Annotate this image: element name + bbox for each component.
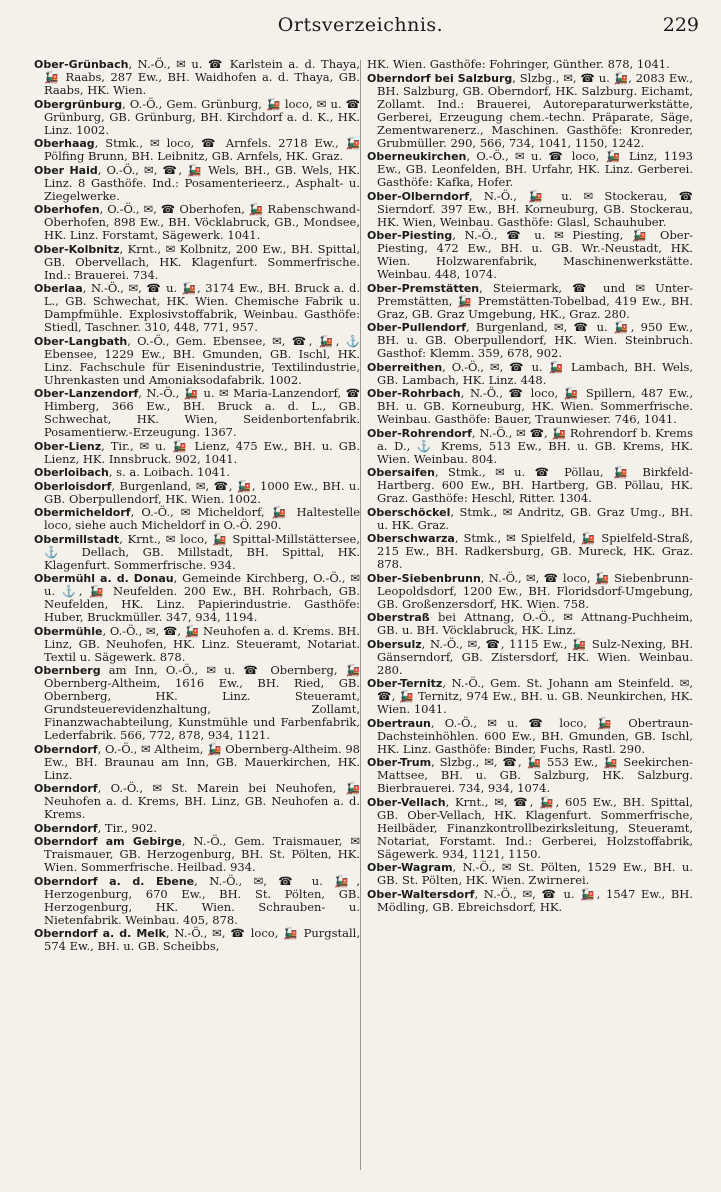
place-name: Oberhaag bbox=[34, 137, 95, 150]
place-entry bbox=[34, 98, 360, 137]
place-entry bbox=[34, 466, 360, 479]
place-details: , O.-Ö., ✉ St. Marein bei Neuhofen, 🚂 Neuhofen a. d. Krems, BH. Linz, GB. Neuhofen a. d. Krems. bbox=[44, 781, 360, 821]
place-name: Oberhofen bbox=[34, 203, 100, 216]
place-details: , s. a. Loibach. 1041. bbox=[108, 465, 231, 479]
place-entry bbox=[367, 717, 693, 756]
place-entry bbox=[367, 190, 693, 229]
place-entry bbox=[367, 638, 693, 677]
place-name: Ober Haid bbox=[34, 163, 98, 177]
place-details: , Burgenland, ✉, ☎ u. 🚂, 950 Ew., BH. u. GB. Oberpullendorf, HK. Wien. Steinbruch. Gasthof: Klemm. 359, 678, 902. bbox=[377, 320, 693, 360]
place-name: Oberstraß bbox=[367, 611, 430, 624]
place-name: Oberndorf bei Salzburg bbox=[367, 71, 513, 85]
place-name: Obermühle bbox=[34, 624, 103, 638]
place-details: , N.-Ö., 🚂 u. ✉ Stockerau, ☎ Sierndorf. 397 Ew., BH. Korneuburg, GB. Stockerau, HK. Wien, Weinbau. Gasthöfe: Glasl, Schauhuber. bbox=[377, 188, 693, 229]
place-name: Ober-Ternitz bbox=[367, 677, 443, 690]
place-entry bbox=[34, 387, 360, 439]
place-details: , Stmk., ✉ Spielfeld, 🚂 Spielfeld-Straß, 215 Ew., BH. Radkersburg, GB. Mureck, HK. Graz. 878. bbox=[377, 531, 693, 571]
place-entry bbox=[34, 335, 360, 387]
place-name: Obertraun bbox=[367, 716, 431, 730]
place-details: , Slzbg., ✉, ☎, 🚂 553 Ew., 🚂 Seekirchen-Mattsee, BH. u. GB. Salzburg, HK. Salzburg. Bierbrauerei. 734, 934, 1074. bbox=[377, 755, 693, 795]
place-name: Obergrünburg bbox=[34, 97, 123, 111]
place-details: , Krnt., ✉ loco, 🚂 Spittal-Millstättersee, ⚓ Dellach, GB. Millstadt, BH. Spittal, HK. Klagenfurt. Sommerfrische. 934. bbox=[44, 531, 360, 572]
place-entry bbox=[34, 625, 360, 664]
place-name: Ober-Piesting bbox=[367, 229, 453, 242]
place-details: , Krnt., ✉, ☎, 🚂, 605 Ew., BH. Spittal, GB. Ober-Vellach, HK. Klagenfurt. Sommerfrische, Heilbäder, Finanzkontrollbezirksleitung, Steueramt, Notariat, Forstamt. Ind.: Gerberei, Holzstoffabrik, Sägewerk. 934, 1121, 1150. bbox=[377, 794, 693, 861]
place-entry bbox=[367, 888, 693, 914]
place-details: , Gemeinde Kirchberg, O.-Ö., ✉ u. ⚓, 🚂 Neufelden. 200 Ew., BH. Rohrbach, GB. Neufelden, HK. Linz. Papierindustrie. Gasthöfe: Huber, Bruckmüller. 347, 934, 1194. bbox=[44, 571, 361, 624]
place-details: HK. Wien. Gasthöfe: Fohringer, Günther. 878, 1041. bbox=[367, 57, 670, 71]
place-name: Obernberg bbox=[34, 664, 101, 677]
place-details: , Burgenland, ✉, ☎, 🚂, 1000 Ew., BH. u. GB. Oberpullendorf, HK. Wien. 1002. bbox=[44, 478, 360, 506]
place-entry bbox=[367, 361, 693, 387]
place-entry bbox=[34, 875, 360, 927]
place-details: , N.-Ö., ✉, ☎, 1115 Ew., 🚂 Sulz-Nexing, BH. Gänserndorf, GB. Zistersdorf, HK. Wien. Weinbau. 280. bbox=[377, 636, 693, 677]
place-name: Ober-Waltersdorf bbox=[367, 887, 475, 901]
place-details: , O.-Ö., ✉ u. ☎ loco, 🚂 Linz, 1193 Ew., GB. Leonfelden, BH. Urfahr, HK. Linz. Gerberei. Gasthöfe: Kafka, Hofer. bbox=[377, 149, 693, 189]
place-entry bbox=[34, 440, 360, 466]
place-name: Ober-Langbath bbox=[34, 334, 128, 348]
place-entry bbox=[367, 387, 693, 426]
place-details: , O.-Ö., Gem. Grünburg, 🚂 loco, ✉ u. ☎ Grünburg, GB. Grünburg, BH. Kirchdorf a. d. K., HK. Linz. 1002. bbox=[44, 96, 360, 137]
place-entry bbox=[34, 58, 360, 97]
place-entry bbox=[367, 229, 693, 281]
place-entry bbox=[34, 506, 360, 532]
place-details: , O.-Ö., ✉, ☎, 🚂 Neuhofen a. d. Krems. BH. Linz, GB. Neuhofen, HK. Linz. Steueramt, Notariat. Textil u. Sägewerk. 878. bbox=[44, 623, 360, 664]
place-details: , Krnt., ✉ Kolbnitz, 200 Ew., BH. Spittal, GB. Obervellach, HK. Klagenfurt. Sommerfrische. Ind.: Brauerei. 734. bbox=[44, 241, 360, 282]
place-name: Oberreithen bbox=[367, 360, 443, 374]
place-entry bbox=[34, 835, 360, 874]
place-entry bbox=[367, 611, 693, 637]
place-details: , N.-Ö., ☎ loco, 🚂 Spillern, 487 Ew., BH. u. GB. Korneuburg, HK. Wien. Sommerfrische. Weinbau. Gasthöfe: Bauer, Traunwieser. 746, 1041. bbox=[377, 386, 693, 426]
place-details: , N.-Ö., ✉ ☎, 🚂 Rohrendorf b. Krems a. D., ⚓ Krems, 513 Ew., BH. u. GB. Krems, HK. Wien. Weinbau. 804. bbox=[377, 425, 693, 466]
place-details: bei Attnang, O.-Ö., ✉ Attnang-Puchheim, GB. u. BH. Vöcklabruck, HK. Linz. bbox=[377, 610, 693, 637]
place-details: , Stmk., ✉ Andritz, GB. Graz Umg., BH. u. HK. Graz. bbox=[377, 504, 693, 532]
place-name: Oberndorf bbox=[34, 782, 98, 795]
place-name: Ober-Trum bbox=[367, 756, 432, 769]
place-entry bbox=[367, 72, 693, 150]
place-details: , Tir., ✉ u. 🚂 Lienz, 475 Ew., BH. u. GB. Lienz, HK. Innsbruck. 902, 1041. bbox=[44, 438, 360, 466]
place-entry bbox=[34, 822, 360, 835]
place-entry bbox=[367, 756, 693, 795]
place-name: Ober-Premstätten bbox=[367, 281, 480, 295]
place-entry bbox=[34, 203, 360, 242]
place-entry bbox=[367, 466, 693, 505]
place-name: Obermillstadt bbox=[34, 532, 120, 546]
place-details: , O.-Ö., ✉, ☎ Oberhofen, 🚂 Rabenschwand-Oberhofen, 898 Ew., BH. Vöcklabruck, GB., Mondsee, HK. Linz. Forstamt, Sägewerk. 1041. bbox=[44, 202, 360, 242]
place-entry bbox=[367, 506, 693, 532]
place-details: , O.-Ö., ✉, ☎, 🚂 Wels, BH., GB. Wels, HK. Linz. 8 Gasthöfe. Ind.: Posamenterieerz., Asphalt- u. Ziegelwerke. bbox=[44, 162, 360, 203]
place-name: Ober-Siebenbrunn bbox=[367, 571, 481, 585]
place-entry bbox=[34, 782, 360, 821]
place-name: Oberloibach bbox=[34, 466, 109, 479]
place-details: am Inn, O.-Ö., ✉ u. ☎ Obernberg, 🚂 Obernberg-Altheim, 1616 Ew., BH. Ried, GB. Obernberg, HK. Linz. Steueramt, Grundsteuerevidenzhaltung, Zollamt, Finanzwachabteilung, Kunstmühle und Farbenfabrik, Lederfabrik. 566, 772, 878, 934, 1121. bbox=[44, 663, 360, 742]
place-name: Ober-Lanzendorf bbox=[34, 387, 139, 400]
place-details: , N.-Ö., ✉, ☎ loco, 🚂 Purgstall, 574 Ew., BH. u. GB. Scheibbs, bbox=[44, 926, 361, 953]
place-entry bbox=[34, 137, 360, 163]
place-details: , O.-Ö., ✉ u. ☎ loco, 🚂 Obertraun-Dachsteinhöhlen. 600 Ew., BH. Gmunden, GB. Ischl, HK. Linz. Gasthöfe: Binder, Fuchs, Rastl. 290. bbox=[377, 715, 693, 756]
place-name: Obersaifen bbox=[367, 466, 435, 479]
place-entry bbox=[367, 427, 693, 466]
place-details: , N.-Ö., Gem. Traismauer, ✉ Traismauer, GB. Herzogenburg, BH. St. Pölten, HK. Wien. Sommerfrische. Heilbad. 934. bbox=[44, 834, 360, 874]
place-entry bbox=[367, 796, 693, 861]
place-name: Oberschwarza bbox=[367, 532, 455, 545]
place-name: Oberneukirchen bbox=[367, 150, 467, 163]
place-details: , N.-Ö., ✉, ☎ u. 🚂, 3174 Ew., BH. Bruck a. d. L., GB. Schwechat, HK. Wien. Chemische Fabrik u. Dampfmühle. Explosivstoffabrik, Weinbau. Gasthöfe: Stiedl, Taschner. 310, 448, 771, 957. bbox=[44, 281, 360, 334]
place-entry bbox=[367, 58, 693, 71]
place-entry bbox=[34, 243, 360, 282]
place-name: Obersulz bbox=[367, 637, 422, 651]
place-name: Ober-Wagram bbox=[367, 861, 453, 874]
page-number: 229 bbox=[662, 14, 699, 36]
place-name: Oberndorf am Gebirge bbox=[34, 835, 182, 848]
place-entry bbox=[34, 664, 360, 742]
place-entry bbox=[367, 150, 693, 189]
place-entry bbox=[367, 282, 693, 321]
place-details: , Stmk., ✉ u. ☎ Pöllau, 🚂 Birkfeld-Hartberg. 600 Ew., BH. Hartberg, GB. Pöllau, HK. Graz. Gasthöfe: Heschl, Ritter. 1304. bbox=[377, 465, 693, 505]
place-name: Ober-Grünbach bbox=[34, 58, 129, 71]
place-name: Ober-Rohrendorf bbox=[367, 426, 472, 440]
place-name: Oberloisdorf bbox=[34, 479, 112, 493]
place-entry bbox=[367, 321, 693, 360]
place-details: , Stmk., ✉ loco, ☎ Arnfels. 2718 Ew., 🚂 Pölfing Brunn, BH. Leibnitz, GB. Arnfels, HK. Graz. bbox=[44, 136, 360, 163]
place-name: Oberndorf bbox=[34, 821, 98, 835]
place-details: , O.-Ö., ✉, ☎ u. 🚂 Lambach, BH. Wels, GB. Lambach, HK. Linz. 448. bbox=[377, 359, 693, 387]
place-details: , N.-Ö., ✉, ☎ u. 🚂, Herzogenburg, 670 Ew., BH. St. Pölten, GB. Herzogenburg, HK. Wien. Schrauben- u. Nietenfabrik. Weinbau. 405, 878. bbox=[44, 873, 360, 927]
place-entry bbox=[34, 164, 360, 203]
place-name: Ober-Kolbnitz bbox=[34, 242, 120, 256]
place-details: , O.-Ö., Gem. Ebensee, ✉, ☎, 🚂, ⚓ Ebensee, 1229 Ew., BH. Gmunden, GB. Ischl, HK. Linz. Fachschule für Eisenindustrie, Textilindustrie, Uhrenkasten und Amoniaksodafabrik. 1002. bbox=[44, 333, 360, 387]
place-details: , Slzbg., ✉, ☎ u. 🚂, 2083 Ew., BH. Salzburg, GB. Oberndorf, HK. Salzburg. Eichamt, Zollamt. Ind.: Brauerei, Autoreparaturwerkstätte, Gerberei, Erzeugung chem.-techn. Präparate, Säge, Zementwarenerz., Maschinen. Gasthöfe: Kronreder, Grubmüller. 290, 566, 734, 1041, 1150, 1242. bbox=[377, 70, 694, 150]
place-name: Ober-Rohrbach bbox=[367, 387, 461, 400]
place-details: , Tir., 902. bbox=[97, 820, 158, 835]
place-name: Obermühl a. d. Donau bbox=[34, 572, 174, 585]
place-name: Ober-Vellach bbox=[367, 795, 446, 809]
place-details: , N.-Ö., ✉, ☎ loco, 🚂 Siebenbrunn-Leopoldsdorf, 1200 Ew., BH. Floridsdorf-Umgebung, GB. Großenzersdorf, HK. Wien. 758. bbox=[377, 570, 693, 611]
place-details: , N.-Ö., ✉, ☎ u. 🚂, 1547 Ew., BH. Mödling, GB. Ebreichsdorf, HK. bbox=[377, 886, 693, 914]
place-entry bbox=[367, 532, 693, 571]
place-name: Oberschöckel bbox=[367, 505, 451, 519]
left-column bbox=[34, 58, 360, 954]
right-column bbox=[367, 58, 693, 914]
place-entry bbox=[34, 927, 360, 953]
place-name: Ober-Lienz bbox=[34, 439, 102, 453]
place-entry bbox=[367, 572, 693, 611]
place-entry bbox=[34, 480, 360, 506]
place-entry bbox=[34, 743, 360, 782]
place-details: , O.-Ö., ✉ Altheim, 🚂 Obernberg-Altheim. 98 Ew., BH. Braunau am Inn, GB. Mauerkirchen, HK. Linz. bbox=[44, 741, 360, 782]
place-details: , N.-Ö., ✉ St. Pölten, 1529 Ew., BH. u. GB. St. Pölten, HK. Wien. Zwirnerei. bbox=[377, 860, 693, 887]
place-name: Oberndorf a. d. Melk bbox=[34, 927, 166, 940]
place-name: Ober-Olberndorf bbox=[367, 189, 470, 203]
place-entry bbox=[367, 861, 693, 887]
place-name: Obermicheldorf bbox=[34, 506, 131, 519]
running-head bbox=[0, 14, 721, 40]
place-details: , N.-Ö., Gem. St. Johann am Steinfeld. ✉, ☎, 🚂 Ternitz, 974 Ew., BH. u. GB. Neunkirchen, HK. Wien. 1041. bbox=[377, 676, 693, 716]
place-details: , N.-Ö., 🚂 u. ✉ Maria-Lanzendorf, ☎ Himberg, 366 Ew., BH. Bruck a. d. L., GB. Schwechat, HK. Wien, Seidenbortenfabrik. Posamentierw.-Erzeugung. 1367. bbox=[44, 386, 360, 439]
place-name: Oberlaa bbox=[34, 282, 83, 295]
place-entry bbox=[367, 677, 693, 716]
place-details: , O.-Ö., ✉ Micheldorf, 🚂 Haltestelle loco, siehe auch Micheldorf in O.-Ö. 290. bbox=[44, 505, 360, 532]
place-name: Oberndorf a. d. Ebene bbox=[34, 874, 195, 888]
place-details: , N.-Ö., ☎ u. ✉ Piesting, 🚂 Ober-Piesting, 472 Ew., BH. u. GB. Wr.-Neustadt, HK. Wien. Holzwarenfabrik, Maschinenwerkstätte. Weinbau. 448, 1074. bbox=[377, 228, 693, 281]
place-entry bbox=[34, 282, 360, 334]
page-title: Ortsverzeichnis. bbox=[277, 14, 444, 36]
place-details: , N.-Ö., ✉ u. ☎ Karlstein a. d. Thaya, 🚂 Raabs, 287 Ew., BH. Waidhofen a. d. Thaya, GB. Raabs, HK. Wien. bbox=[44, 57, 360, 97]
place-entry bbox=[34, 572, 360, 624]
column-divider bbox=[360, 60, 361, 1170]
place-name: Ober-Pullendorf bbox=[367, 321, 467, 334]
place-name: Oberndorf bbox=[34, 742, 98, 756]
place-entry bbox=[34, 533, 360, 572]
place-details: , Steiermark, ☎ und ✉ Unter-Premstätten, 🚂 Premstätten-Tobelbad, 419 Ew., BH. Graz, GB. Graz Umgebung, HK., Graz. 280. bbox=[377, 280, 693, 321]
